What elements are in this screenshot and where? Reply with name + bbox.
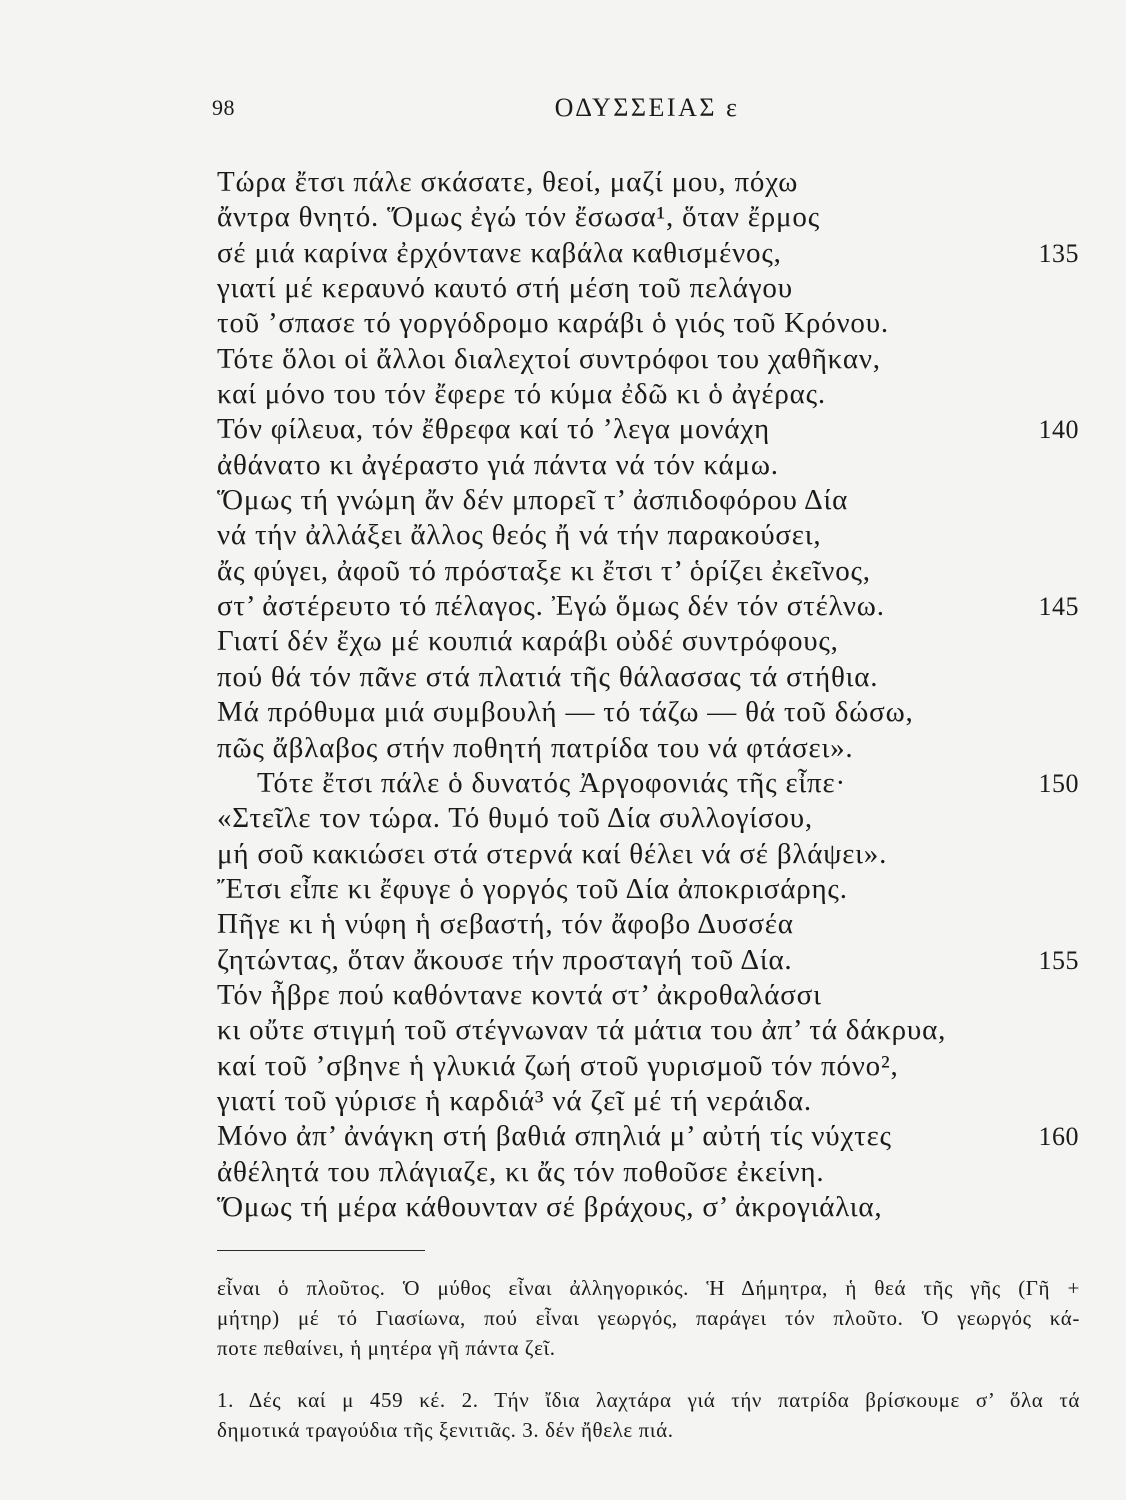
verse-line — [217, 1084, 1079, 1119]
verse-text: καί μόνο του τόν ἔφερε τό κύμα ἐδῶ κι ὁ ἀγέρας. — [217, 378, 826, 411]
verse-text: Τόν φίλευα, τόν ἔθρεφα καί τό ’λεγα μονάχη — [217, 413, 770, 446]
verse-line — [217, 978, 1079, 1013]
line-number: 150 — [1038, 768, 1079, 798]
verse-line — [217, 377, 1079, 412]
verse-text: νά τήν ἀλλάξει ἄλλος θεός ἤ νά τήν παρακούσει, — [217, 519, 822, 552]
verse-text: στ’ ἀστέρευτο τό πέλαγος. Ἐγώ ὅμως δέν τόν στέλνω. — [217, 590, 885, 623]
verse-line — [217, 200, 1079, 235]
verse-line — [217, 412, 1079, 447]
verse-line — [217, 1049, 1079, 1084]
verse-text: μή σοῦ κακιώσει στά στερνά καί θέλει νά σέ βλάψει». — [217, 837, 888, 870]
verse-text: Ὅμως τή μέρα κάθουνταν σέ βράχους, σ’ ἀκρογιάλια, — [217, 1190, 883, 1223]
footnote-line: ποτε πεθαίνει, ἡ μητέρα γῆ πάντα ζεῖ. — [217, 1336, 556, 1360]
verse-line — [217, 1190, 1079, 1225]
running-title: ΟΔΥΣΣΕΙΑΣ ε — [554, 93, 740, 122]
verse-text: Τώρα ἔτσι πάλε σκάσατε, θεοί, μαζί μου, πόχω — [217, 166, 799, 198]
footnote-continuation — [217, 1273, 1080, 1363]
verse-text: τοῦ ’σπασε τό γοργόδρομο καράβι ὁ γιός τοῦ Κρόνου. — [217, 307, 889, 340]
verse-line — [217, 907, 1079, 942]
verse-line — [217, 1013, 1079, 1048]
footnote-line: μήτηρ) μέ τό Γιασίωνα, πού εἶναι γεωργός, παράγει τόν πλοῦτο. Ὁ γεωργός κά- — [217, 1306, 1080, 1330]
footnote-line: 1. Δές καί μ 459 κέ. 2. Τήν ἴδια λαχτάρα γιά τήν πατρίδα βρίσκουμε σ’ ὅλα τά — [217, 1388, 1080, 1412]
verse-text: Μόνο ἀπ’ ἀνάγκη στή βαθιά σπηλιά μ’ αὐτή τίς νύχτες — [217, 1120, 892, 1153]
poem-text — [217, 165, 1079, 1225]
page-number: 98 — [212, 95, 235, 120]
verse-text: γιατί μέ κεραυνό καυτό στή μέση τοῦ πελάγου — [217, 272, 793, 305]
line-number: 140 — [1038, 415, 1079, 445]
verse-text: Τότε ὅλοι οἱ ἄλλοι διαλεχτοί συντρόφοι του χαθῆκαν, — [217, 342, 881, 375]
line-number: 145 — [1038, 592, 1079, 622]
verse-text: Ὅμως τή γνώμη ἄν δέν μπορεῖ τ’ ἀσπιδοφόρου Δία — [217, 484, 849, 517]
verse-line — [217, 766, 1079, 801]
verse-line — [217, 554, 1079, 589]
footnote-rule — [217, 1250, 425, 1251]
verse-text: κι οὔτε στιγμή τοῦ στέγνωναν τά μάτια του ἀπ’ τά δάκρυα, — [217, 1014, 947, 1047]
verse-line — [217, 1155, 1079, 1190]
verse-line — [217, 837, 1079, 872]
line-number: 155 — [1038, 945, 1079, 975]
verse-text: Ἔτσι εἶπε κι ἔφυγε ὁ γοργός τοῦ Δία ἀποκρισάρης. — [217, 872, 848, 905]
verse-text: Γιατί δέν ἔχω μέ κουπιά καράβι οὐδέ συντρόφους, — [217, 625, 839, 658]
verse-text: Τότε ἔτσι πάλε ὁ δυνατός Ἀργοφονιάς τῆς εἶπε· — [257, 766, 846, 799]
verse-line — [217, 872, 1079, 907]
verse-line — [217, 624, 1079, 659]
verse-line — [217, 236, 1079, 271]
verse-text: πῶς ἄβλαβος στήν ποθητή πατρίδα του νά φτάσει». — [217, 731, 854, 764]
verse-line — [217, 660, 1079, 695]
verse-line — [217, 165, 1079, 200]
verse-text: ἄς φύγει, ἀφοῦ τό πρόσταξε κι ἔτσι τ’ ὁρίζει ἐκεῖνος, — [217, 554, 871, 587]
verse-line — [217, 271, 1079, 306]
line-number: 135 — [1038, 238, 1079, 268]
verse-line — [217, 483, 1079, 518]
verse-text: Τόν ἦβρε πού καθόντανε κοντά στ’ ἀκροθαλάσσι — [217, 978, 822, 1011]
verse-line — [217, 342, 1079, 377]
verse-line — [217, 943, 1079, 978]
verse-text: πού θά τόν πᾶνε στά πλατιά τῆς θάλασσας τά στήθια. — [217, 660, 879, 693]
verse-text: ἄντρα θνητό. Ὅμως ἐγώ τόν ἔσωσα¹, ὅταν ἔρμος — [217, 201, 820, 234]
verse-line — [217, 448, 1079, 483]
verse-line — [217, 695, 1079, 730]
verse-text: ἀθάνατο κι ἀγέραστο γιά πάντα νά τόν κάμω. — [217, 448, 779, 481]
verse-line — [217, 1119, 1079, 1154]
verse-line — [217, 801, 1079, 836]
verse-text: ἀθέλητά του πλάγιαζε, κι ἄς τόν ποθοῦσε ἐκείνη. — [217, 1155, 825, 1188]
verse-text: σέ μιά καρίνα ἐρχόντανε καβάλα καθισμένος, — [217, 236, 782, 269]
verse-text: «Στεῖλε τον τώρα. Τό θυμό τοῦ Δία συλλογίσου, — [217, 802, 813, 835]
verse-text: γιατί τοῦ γύρισε ἡ καρδιά³ νά ζεῖ μέ τή νεράιδα. — [217, 1084, 812, 1117]
footnotes — [217, 1385, 1080, 1445]
footnote-line: εἶναι ὁ πλοῦτος. Ὁ μύθος εἶναι ἀλληγορικός. Ἡ Δήμητρα, ἡ θεά τῆς γῆς (Γῆ + — [217, 1276, 1080, 1300]
verse-line — [217, 589, 1079, 624]
verse-line — [217, 731, 1079, 766]
verse-text: Πῆγε κι ἡ νύφη ἡ σεβαστή, τόν ἄφοβο Δυσσέα — [217, 908, 794, 941]
footnote-line: δημοτικά τραγούδια τῆς ξενιτιᾶς. 3. δέν ἤθελε πιά. — [217, 1418, 674, 1442]
verse-line — [217, 306, 1079, 341]
line-number: 160 — [1038, 1122, 1079, 1152]
verse-line — [217, 518, 1079, 553]
verse-text: ζητώντας, ὅταν ἄκουσε τήν προσταγή τοῦ Δία. — [217, 943, 793, 976]
verse-text: καί τοῦ ’σβηνε ἡ γλυκιά ζωή στοῦ γυρισμοῦ τόν πόνο², — [217, 1049, 899, 1082]
verse-text: Μά πρόθυμα μιά συμβουλή — τό τάζω — θά τοῦ δώσω, — [217, 696, 914, 729]
